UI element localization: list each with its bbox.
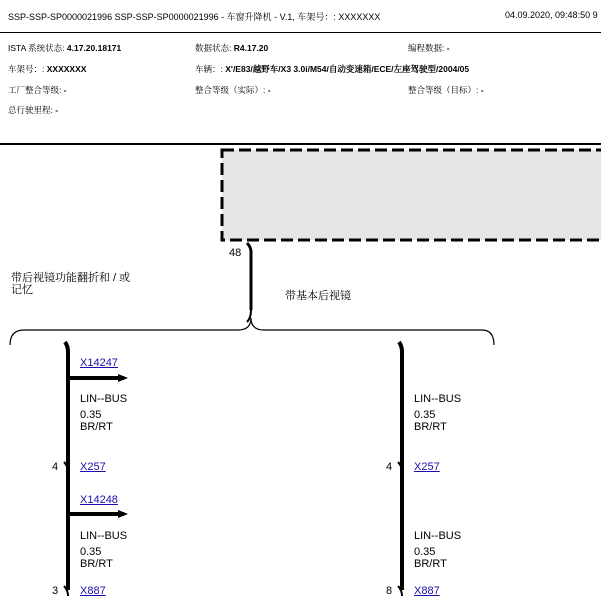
wire-label-right-upper: LIN--BUS 0.35 BR/RT <box>414 393 462 433</box>
ista-status: ISTA 系统状态: 4.17.20.18171 <box>8 43 122 53</box>
variant-brace <box>10 318 494 345</box>
document-title: SSP-SSP-SP0000021996 SSP-SSP-SP0000021996 - 车窗升降机 - V.1, 车架号：: XXXXXXX <box>8 12 381 22</box>
actual-integration-level: 整合等级（实际）: - <box>195 85 271 95</box>
pin-number-left-bottom: 3 <box>52 585 59 597</box>
connector-link-x14248[interactable]: X14248 <box>80 494 118 506</box>
programming-data: 编程数据: - <box>408 43 450 53</box>
wire-label-left-lower: LIN--BUS 0.35 BR/RT <box>80 530 128 570</box>
factory-integration-level: 工厂整合等级: - <box>8 85 67 95</box>
left-wire-upper <box>65 342 68 466</box>
main-wire <box>247 243 251 310</box>
pin-number-right-mid: 4 <box>386 461 393 473</box>
connector-link-x887-left[interactable]: X887 <box>80 585 106 597</box>
connector-link-x257-right[interactable]: X257 <box>414 461 440 473</box>
pin-number-right-bottom: 8 <box>386 585 393 597</box>
connector-link-x257-left[interactable]: X257 <box>80 461 106 473</box>
vin: 车架号：: XXXXXXX <box>8 64 87 74</box>
wire-label-right-lower: LIN--BUS 0.35 BR/RT <box>414 530 462 570</box>
wire-label-left-upper: LIN--BUS 0.35 BR/RT <box>80 393 128 433</box>
pin-number-left-mid: 4 <box>52 461 59 473</box>
data-status: 数据状态: R4.17.20 <box>195 43 269 53</box>
target-integration-level: 整合等级（目标）: - <box>408 85 484 95</box>
connector-link-x14247[interactable]: X14247 <box>80 357 118 369</box>
variant-note-left: 带后视镜功能翻折和 / 或 记忆 <box>11 272 131 296</box>
control-unit-box <box>222 150 601 240</box>
variant-note-right: 带基本后视镜 <box>285 290 351 302</box>
total-mileage: 总行驶里程: - <box>8 105 59 115</box>
pin-number-top: 48 <box>229 247 242 259</box>
vehicle: 车辆：: X'/E83/越野车/X3 3.0i/M54/自动变速箱/ECE/左座驾驶型/2004/05 <box>195 64 470 74</box>
print-datetime: 04.09.2020, 09:48:50 9 <box>505 10 598 20</box>
right-wire-upper <box>399 342 402 466</box>
connector-link-x887-right[interactable]: X887 <box>414 585 440 597</box>
